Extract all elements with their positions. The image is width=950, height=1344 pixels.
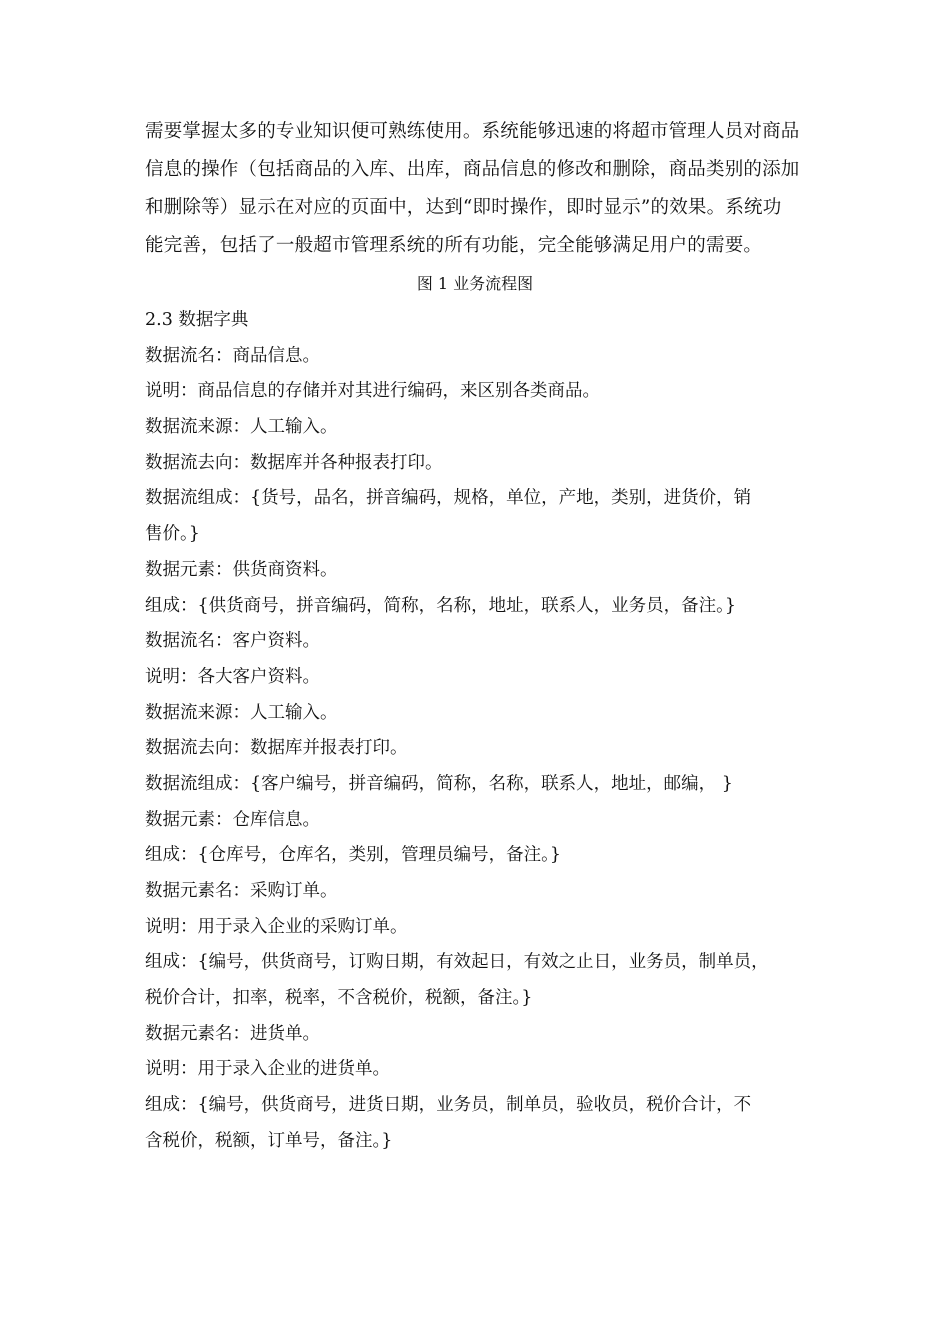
- intro-line: 能完善，包括了一般超市管理系统的所有功能，完全能够满足用户的需要。: [145, 235, 763, 256]
- intro-paragraph: [145, 113, 810, 265]
- body-line: 数据元素名：采购订单。: [145, 881, 338, 901]
- body-line: 组成：{编号，供货商号，进货日期，业务员，制单员，验收员，税价合计，不: [145, 1095, 752, 1116]
- figure-caption: 图 1 业务流程图: [416, 274, 534, 293]
- body-line: 数据元素：仓库信息。: [145, 809, 320, 830]
- body-line: 数据流来源：人工输入。: [145, 702, 338, 723]
- body-line: 数据流名：商品信息。: [145, 345, 320, 366]
- body-line: 组成：{仓库号，仓库名，类别，管理员编号，备注。}: [145, 845, 562, 866]
- body-line: 数据元素：供货商资料。: [145, 559, 338, 580]
- body-line: 说明：商品信息的存储并对其进行编码，来区别各类商品。: [145, 381, 600, 402]
- body-line: 组成：{供货商号，拼音编码，简称，名称，地址，联系人，业务员，备注。}: [145, 595, 737, 616]
- body-line: 数据流去向：数据库并各种报表打印。: [145, 452, 443, 473]
- body-line: 税价合计，扣率，税率，不含税价，税额，备注。}: [145, 988, 533, 1009]
- body-line: 数据流来源：人工输入。: [145, 417, 338, 438]
- body-line: 售价。}: [145, 524, 200, 545]
- body-line: 说明：用于录入企业的进货单。: [145, 1059, 390, 1080]
- body-line: 数据流名：客户资料。: [145, 631, 320, 652]
- data-dictionary-section: [145, 303, 815, 1160]
- intro-line: 和删除等）显示在对应的页面中，达到“即时操作，即时显示”的效果。系统功: [145, 197, 782, 218]
- body-line: 数据流组成：{货号，品名，拼音编码，规格，单位，产地，类别，进货价，销: [145, 488, 752, 509]
- body-line: 组成：{编号，供货商号，订购日期，有效起日，有效之止日，业务员，制单员，: [145, 952, 769, 973]
- body-line: 说明：用于录入企业的采购订单。: [145, 916, 408, 937]
- body-line: 说明：各大客户资料。: [145, 666, 320, 687]
- body-line: 数据元素名：进货单。: [145, 1023, 320, 1044]
- body-line: 数据流去向：数据库并报表打印。: [145, 738, 408, 759]
- section-heading: 2.3 数据字典: [145, 310, 249, 330]
- intro-line: 信息的操作（包括商品的入库、出库，商品信息的修改和删除，商品类别的添加: [145, 159, 800, 180]
- body-line: 数据流组成：{客户编号，拼音编码，简称，名称，联系人，地址，邮编， }: [145, 773, 733, 794]
- body-line: 含税价，税额，订单号，备注。}: [145, 1130, 393, 1151]
- intro-line: 需要掌握太多的专业知识便可熟练使用。系统能够迅速的将超市管理人员对商品: [145, 121, 800, 142]
